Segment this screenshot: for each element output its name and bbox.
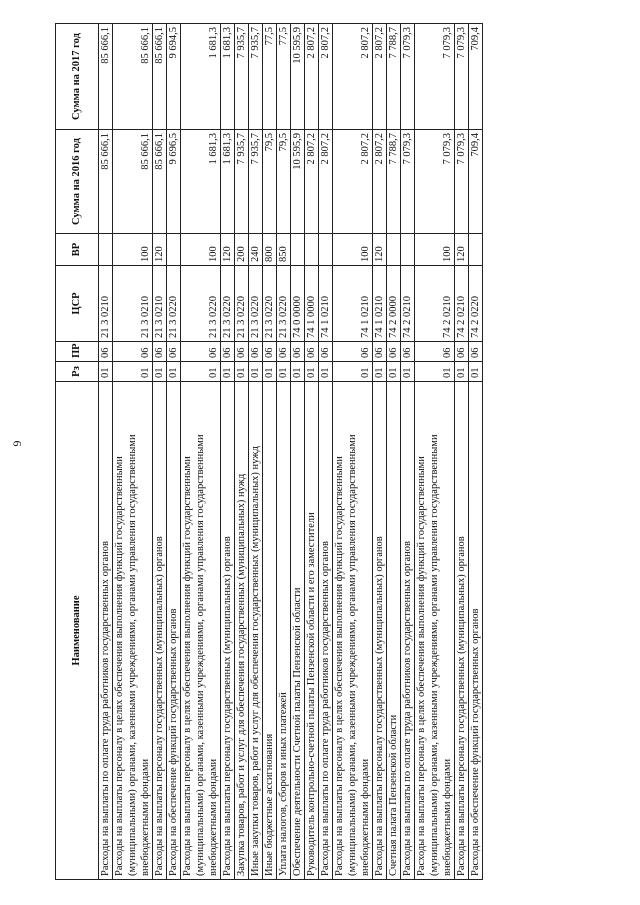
cell-sum-2016: 10 595,9 (291, 130, 305, 234)
table-row (319, 24, 333, 880)
cell-sum-2016: 79,5 (263, 130, 277, 234)
cell-pr: 06 (305, 342, 319, 362)
cell-sum-2016: 7 079,3 (401, 130, 415, 234)
cell-vr (469, 234, 483, 266)
cell-rz: 01 (113, 362, 153, 382)
table-row (333, 24, 373, 880)
cell-sum-2017: 10 595,9 (291, 24, 305, 130)
cell-name: Расходы на обеспечение функций государственных органов (167, 382, 181, 880)
table-row (153, 24, 167, 880)
cell-csr: 74 1 0000 (305, 266, 319, 342)
cell-vr (291, 234, 305, 266)
cell-pr: 06 (153, 342, 167, 362)
cell-name: Расходы на выплаты персоналу государственных (муниципальных) органов (221, 382, 235, 880)
cell-pr: 06 (249, 342, 263, 362)
cell-vr: 120 (373, 234, 387, 266)
rotated-page (55, 24, 585, 880)
cell-name: Расходы на выплаты персоналу государственных (муниципальных) органов (455, 382, 469, 880)
cell-sum-2016: 2 807,2 (319, 130, 333, 234)
cell-csr: 21 3 0210 (153, 266, 167, 342)
cell-vr: 200 (235, 234, 249, 266)
cell-sum-2017: 85 666,1 (99, 24, 113, 130)
cell-pr: 06 (263, 342, 277, 362)
header-sum-2017: Сумма на 2017 год (56, 24, 99, 130)
cell-vr: 100 (181, 234, 221, 266)
cell-sum-2016: 709,4 (469, 130, 483, 234)
cell-csr: 74 2 0210 (455, 266, 469, 342)
cell-rz: 01 (235, 362, 249, 382)
table-row (263, 24, 277, 880)
cell-name: Закупка товаров, работ и услуг для обеспечения государственных (муниципальных) нужд (235, 382, 249, 880)
cell-rz: 01 (401, 362, 415, 382)
cell-vr (401, 234, 415, 266)
cell-csr: 74 1 0210 (373, 266, 387, 342)
cell-pr: 06 (469, 342, 483, 362)
cell-sum-2017: 1 681,3 (221, 24, 235, 130)
cell-name: Обеспечение деятельности Счетной палаты Пензенской области (291, 382, 305, 880)
cell-csr: 74 0 0000 (291, 266, 305, 342)
cell-name: Расходы на выплаты персоналу государственных (муниципальных) органов (153, 382, 167, 880)
cell-csr: 21 3 0220 (249, 266, 263, 342)
cell-sum-2016: 85 666,1 (153, 130, 167, 234)
table-row (221, 24, 235, 880)
cell-csr: 21 3 0220 (235, 266, 249, 342)
cell-csr: 74 2 0000 (387, 266, 401, 342)
cell-vr: 800 (263, 234, 277, 266)
budget-table (55, 23, 483, 880)
cell-csr: 21 3 0220 (221, 266, 235, 342)
cell-sum-2017: 2 807,2 (373, 24, 387, 130)
cell-sum-2017: 7 079,3 (455, 24, 469, 130)
cell-rz: 01 (99, 362, 113, 382)
cell-pr: 06 (235, 342, 249, 362)
cell-pr: 06 (387, 342, 401, 362)
cell-rz: 01 (319, 362, 333, 382)
cell-pr: 06 (401, 342, 415, 362)
header-rz: Рз (56, 362, 99, 382)
cell-sum-2017: 2 807,2 (333, 24, 373, 130)
cell-csr: 21 3 0210 (113, 266, 153, 342)
cell-csr: 21 3 0220 (181, 266, 221, 342)
cell-pr: 06 (113, 342, 153, 362)
cell-rz: 01 (387, 362, 401, 382)
cell-pr: 06 (181, 342, 221, 362)
cell-csr: 21 3 0220 (263, 266, 277, 342)
cell-sum-2017: 85 666,1 (153, 24, 167, 130)
cell-vr (305, 234, 319, 266)
cell-pr: 06 (291, 342, 305, 362)
table-row (387, 24, 401, 880)
cell-vr: 120 (153, 234, 167, 266)
cell-rz: 01 (181, 362, 221, 382)
cell-name: Расходы на выплаты персоналу в целях обеспечения выполнения функций государственными (муниципальными) органами, казенными учреждениями, органами управления государственными внебюджетными фондами (181, 382, 221, 880)
header-csr: ЦСР (56, 266, 99, 342)
cell-csr: 21 3 0220 (167, 266, 181, 342)
cell-csr: 74 2 0220 (469, 266, 483, 342)
cell-sum-2016: 85 666,1 (113, 130, 153, 234)
cell-pr: 06 (373, 342, 387, 362)
cell-sum-2017: 77,5 (263, 24, 277, 130)
table-row (113, 24, 153, 880)
cell-csr: 21 3 0210 (99, 266, 113, 342)
cell-pr: 06 (455, 342, 469, 362)
cell-rz: 01 (249, 362, 263, 382)
cell-csr: 74 2 0210 (401, 266, 415, 342)
cell-sum-2016: 2 807,2 (373, 130, 387, 234)
cell-rz: 01 (291, 362, 305, 382)
cell-rz: 01 (263, 362, 277, 382)
table-row (373, 24, 387, 880)
header-vr: ВР (56, 234, 99, 266)
cell-sum-2017: 7 079,3 (415, 24, 455, 130)
cell-rz: 01 (167, 362, 181, 382)
cell-rz: 01 (455, 362, 469, 382)
cell-vr: 100 (333, 234, 373, 266)
table-row (181, 24, 221, 880)
cell-sum-2017: 709,4 (469, 24, 483, 130)
cell-vr: 850 (277, 234, 291, 266)
table-row (249, 24, 263, 880)
cell-name: Расходы на выплаты персоналу государственных (муниципальных) органов (373, 382, 387, 880)
cell-vr: 100 (415, 234, 455, 266)
cell-rz: 01 (277, 362, 291, 382)
cell-sum-2016: 9 696,5 (167, 130, 181, 234)
header-sum-2016: Сумма на 2016 год (56, 130, 99, 234)
cell-rz: 01 (415, 362, 455, 382)
cell-rz: 01 (373, 362, 387, 382)
cell-sum-2017: 1 681,3 (181, 24, 221, 130)
cell-sum-2016: 1 681,3 (221, 130, 235, 234)
cell-sum-2017: 9 694,5 (167, 24, 181, 130)
cell-sum-2016: 2 807,2 (305, 130, 319, 234)
cell-name: Расходы на выплаты по оплате труда работников государственных органов (319, 382, 333, 880)
cell-vr: 240 (249, 234, 263, 266)
cell-sum-2017: 77,5 (277, 24, 291, 130)
cell-sum-2016: 7 935,7 (235, 130, 249, 234)
cell-pr: 06 (319, 342, 333, 362)
table-row (99, 24, 113, 880)
cell-sum-2017: 2 807,2 (305, 24, 319, 130)
cell-sum-2017: 85 666,1 (113, 24, 153, 130)
cell-sum-2016: 7 935,7 (249, 130, 263, 234)
cell-name: Расходы на обеспечение функций государственных органов (469, 382, 483, 880)
cell-pr: 06 (221, 342, 235, 362)
cell-vr (387, 234, 401, 266)
cell-sum-2016: 85 666,1 (99, 130, 113, 234)
cell-sum-2016: 7 079,3 (455, 130, 469, 234)
cell-name: Расходы на выплаты по оплате труда работников государственных органов (99, 382, 113, 880)
cell-pr: 06 (333, 342, 373, 362)
cell-csr: 74 1 0210 (319, 266, 333, 342)
cell-sum-2016: 2 807,2 (333, 130, 373, 234)
cell-name: Руководитель контрольно-счетной палаты Пензенской области и его заместители (305, 382, 319, 880)
cell-pr: 06 (167, 342, 181, 362)
table-row (401, 24, 415, 880)
cell-sum-2017: 7 935,7 (249, 24, 263, 130)
cell-sum-2016: 7 079,3 (415, 130, 455, 234)
header-name: Наименование (56, 382, 99, 880)
cell-pr: 06 (277, 342, 291, 362)
cell-name: Расходы на выплаты по оплате труда работников государственных органов (401, 382, 415, 880)
table-row (277, 24, 291, 880)
cell-vr: 120 (455, 234, 469, 266)
cell-pr: 06 (415, 342, 455, 362)
header-pr: ПР (56, 342, 99, 362)
cell-name: Расходы на выплаты персоналу в целях обеспечения выполнения функций государственными (муниципальными) органами, казенными учреждениями, органами управления государственными внебюджетными фондами (415, 382, 455, 880)
cell-rz: 01 (153, 362, 167, 382)
cell-name: Иные закупки товаров, работ и услуг для обеспечения государственных (муниципальных) нужд (249, 382, 263, 880)
cell-name: Иные бюджетные ассигнования (263, 382, 277, 880)
table-row (455, 24, 469, 880)
table-row (469, 24, 483, 880)
cell-vr: 100 (113, 234, 153, 266)
cell-csr: 74 2 0210 (415, 266, 455, 342)
cell-rz: 01 (305, 362, 319, 382)
table-body (99, 24, 483, 880)
page-number: 6 (10, 440, 25, 447)
table-row (415, 24, 455, 880)
cell-rz: 01 (221, 362, 235, 382)
cell-sum-2017: 7 788,7 (387, 24, 401, 130)
cell-name: Счетная палата Пензенской области (387, 382, 401, 880)
cell-name: Расходы на выплаты персоналу в целях обеспечения выполнения функций государственными (муниципальными) органами, казенными учреждениями, органами управления государственными внебюджетными фондами (333, 382, 373, 880)
table-header-row (56, 24, 99, 880)
cell-pr: 06 (99, 342, 113, 362)
cell-csr: 74 1 0210 (333, 266, 373, 342)
table-row (291, 24, 305, 880)
cell-vr: 120 (221, 234, 235, 266)
cell-sum-2016: 1 681,3 (181, 130, 221, 234)
cell-vr (167, 234, 181, 266)
cell-csr: 21 3 0220 (277, 266, 291, 342)
cell-vr (319, 234, 333, 266)
cell-vr (99, 234, 113, 266)
cell-name: Расходы на выплаты персоналу в целях обеспечения выполнения функций государственными (муниципальными) органами, казенными учреждениями, органами управления государственными внебюджетными фондами (113, 382, 153, 880)
cell-sum-2016: 7 788,7 (387, 130, 401, 234)
cell-sum-2016: 79,5 (277, 130, 291, 234)
cell-sum-2017: 7 935,7 (235, 24, 249, 130)
table-row (167, 24, 181, 880)
cell-rz: 01 (333, 362, 373, 382)
cell-name: Уплата налогов, сборов и иных платежей (277, 382, 291, 880)
table-row (235, 24, 249, 880)
cell-sum-2017: 2 807,2 (319, 24, 333, 130)
table-row (305, 24, 319, 880)
cell-rz: 01 (469, 362, 483, 382)
cell-sum-2017: 7 079,3 (401, 24, 415, 130)
